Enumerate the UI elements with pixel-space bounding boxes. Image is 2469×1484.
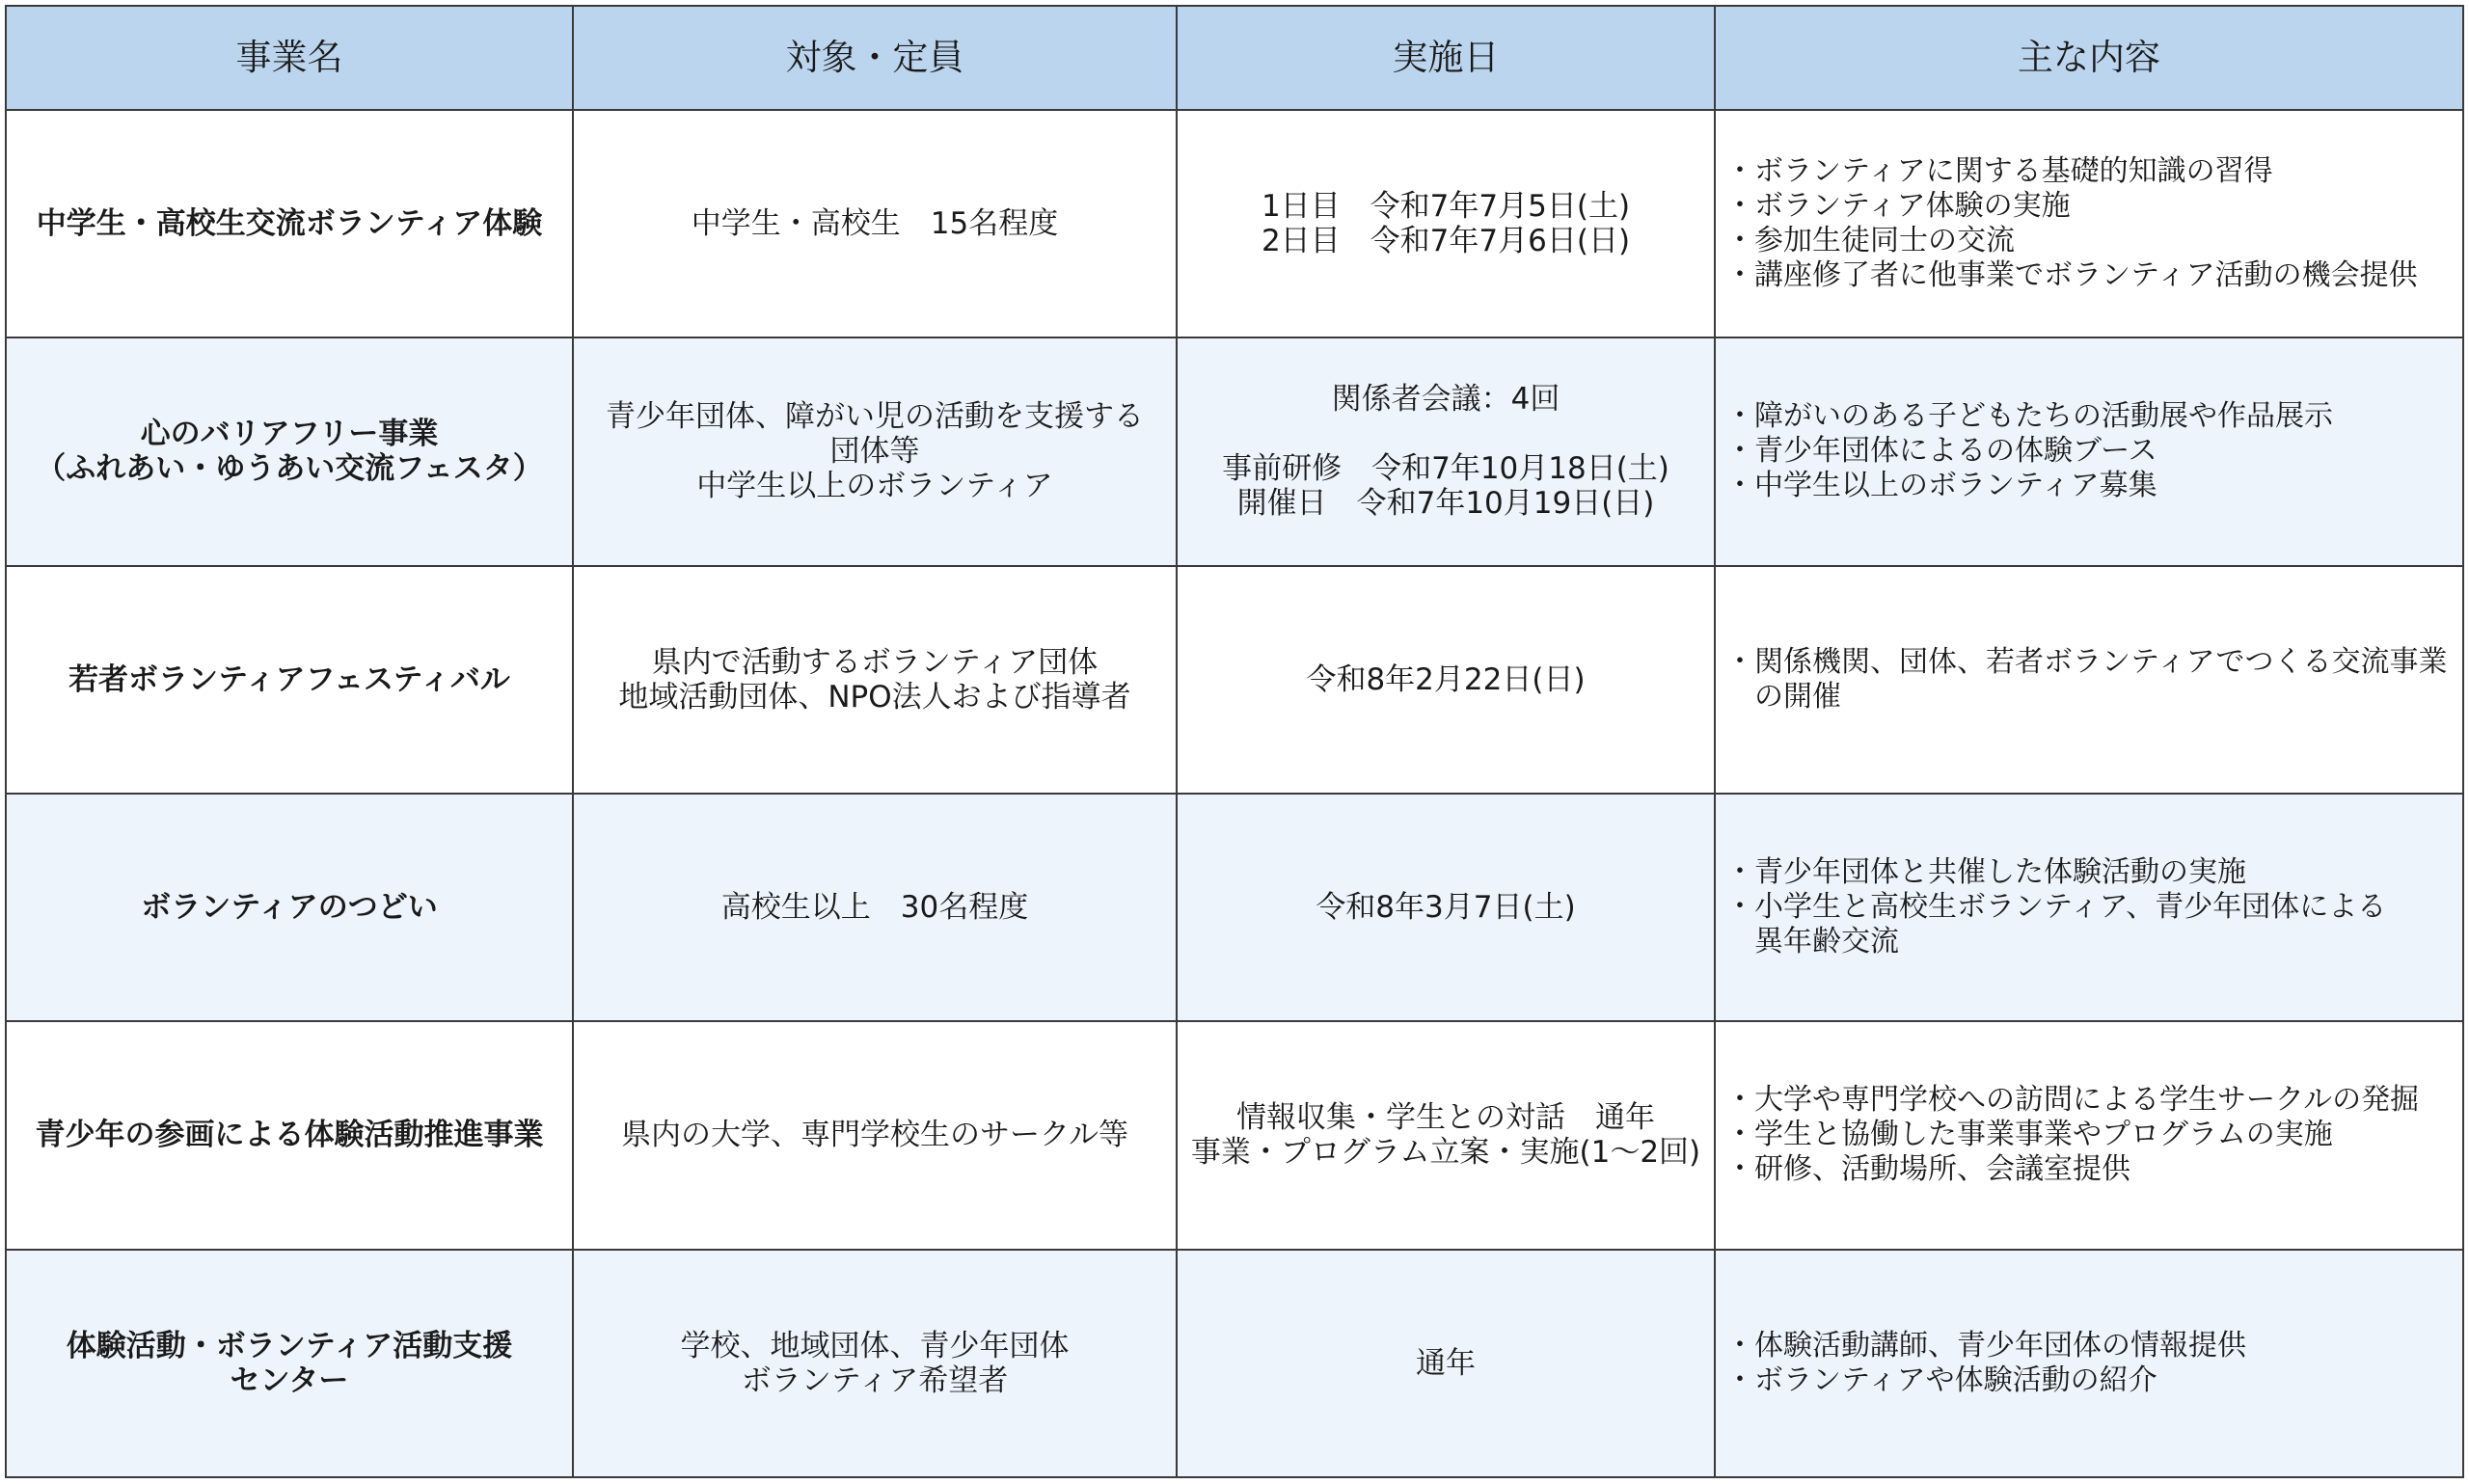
target-cell [573, 110, 1177, 337]
target-text: 青少年団体、障がい児の活動を支援する [606, 399, 1144, 435]
content-item: ・参加生徒同士の交流 [1725, 224, 2015, 258]
program-name-cell [6, 337, 573, 565]
program-name-cell [6, 1021, 573, 1249]
date-text: 関係者会議：4回 [1331, 382, 1560, 418]
content-cell [1715, 1021, 2463, 1249]
date-cell [1177, 566, 1715, 794]
program-name: 青少年の参画による体験活動推進事業 [35, 1118, 544, 1153]
date-text: 事業・プログラム立案・実施(1～2回) [1190, 1135, 1701, 1171]
target-cell [573, 337, 1177, 565]
date-cell [1177, 1250, 1715, 1477]
date-text: 情報収集・学生との対話 通年 [1236, 1100, 1655, 1136]
table-row [6, 110, 2463, 337]
program-name-cell [6, 1250, 573, 1477]
date-text: 1日目 令和7年7月5日(土) [1261, 189, 1631, 225]
header-main-content: 主な内容 [1715, 6, 2463, 110]
target-cell [573, 1250, 1177, 1477]
date-text: 事前研修 令和7年10月18日(土) [1222, 451, 1669, 487]
date-cell [1177, 337, 1715, 565]
date-cell [1177, 794, 1715, 1021]
target-text: 地域活動団体、NPO法人および指導者 [618, 679, 1131, 715]
target-text: 団体等 [829, 434, 920, 470]
program-name-subtitle: （ふれあい・ゆうあい交流フェスタ） [36, 451, 543, 487]
content-item-continued: 異年齢交流 [1754, 925, 1899, 959]
date-text: 開催日 令和7年10月19日(日) [1236, 486, 1655, 522]
header-dates: 実施日 [1177, 6, 1715, 110]
content-item: ・学生と協働した事業事業やプログラムの実施 [1725, 1118, 2333, 1152]
target-text: ボランティア希望者 [741, 1363, 1009, 1398]
table-row [6, 1021, 2463, 1249]
target-text: 学校、地域団体、青少年団体 [680, 1328, 1070, 1363]
target-text: 高校生以上 30名程度 [720, 890, 1029, 926]
content-cell [1715, 1250, 2463, 1477]
date-cell [1177, 1021, 1715, 1249]
date-text: 通年 [1416, 1345, 1476, 1381]
program-name: 体験活動・ボランティア活動支援 [66, 1328, 513, 1363]
target-cell [573, 566, 1177, 794]
program-name-cell [6, 566, 573, 794]
programs-table [5, 5, 2464, 1478]
program-name: 心のバリアフリー事業 [140, 417, 439, 452]
target-text: 県内で活動するボランティア団体 [651, 644, 1099, 680]
date-text: 令和8年2月22日(日) [1306, 661, 1586, 697]
program-name: 若者ボランティアフェスティバル [68, 661, 510, 697]
content-item: ・ボランティア体験の実施 [1725, 189, 2071, 224]
content-cell [1715, 566, 2463, 794]
content-item: ・小学生と高校生ボランティア、青少年団体による [1725, 890, 2387, 925]
table-row [6, 566, 2463, 794]
content-item: ・大学や専門学校への訪問による学生サークルの発掘 [1725, 1083, 2420, 1118]
content-item: ・中学生以上のボランティア募集 [1725, 469, 2157, 503]
date-cell [1177, 110, 1715, 337]
program-name: ボランティアのつどい [141, 890, 438, 926]
content-item: ・体験活動講師、青少年団体の情報提供 [1725, 1328, 2246, 1363]
target-text: 中学生・高校生 15名程度 [691, 206, 1059, 242]
line-gap [1187, 417, 1704, 451]
program-name-cell [6, 110, 573, 337]
content-cell [1715, 794, 2463, 1021]
table-header-row [6, 6, 2463, 110]
table-row [6, 794, 2463, 1021]
target-cell [573, 1021, 1177, 1249]
content-item: ・ボランティアに関する基礎的知識の習得 [1725, 154, 2273, 189]
content-item: ・障がいのある子どもたちの活動展や作品展示 [1725, 399, 2333, 434]
content-item: ・講座修了者に他事業でボランティア活動の機会提供 [1725, 258, 2418, 293]
date-text: 2日目 令和7年7月6日(日) [1261, 224, 1631, 259]
target-cell [573, 794, 1177, 1021]
target-text: 県内の大学、専門学校生のサークル等 [620, 1118, 1129, 1153]
date-text: 令和8年3月7日(土) [1316, 890, 1576, 926]
program-name: センター [230, 1363, 349, 1398]
table-row [6, 337, 2463, 565]
program-name: 中学生・高校生交流ボランティア体験 [36, 206, 543, 242]
content-cell [1715, 337, 2463, 565]
content-item: ・研修、活動場所、会議室提供 [1725, 1152, 2130, 1187]
header-target-capacity: 対象・定員 [573, 6, 1177, 110]
content-item-continued: の開催 [1754, 679, 1841, 714]
content-cell [1715, 110, 2463, 337]
table-row [6, 1250, 2463, 1477]
program-name-cell [6, 794, 573, 1021]
content-item: ・青少年団体と共催した体験活動の実施 [1725, 855, 2246, 890]
content-item: ・青少年団体によるの体験ブース [1725, 434, 2157, 469]
header-program-name: 事業名 [6, 6, 573, 110]
content-item: ・関係機関、団体、若者ボランティアでつくる交流事業 [1725, 644, 2448, 679]
content-item: ・ボランティアや体験活動の紹介 [1725, 1363, 2157, 1397]
target-text: 中学生以上のボランティア [696, 469, 1053, 504]
